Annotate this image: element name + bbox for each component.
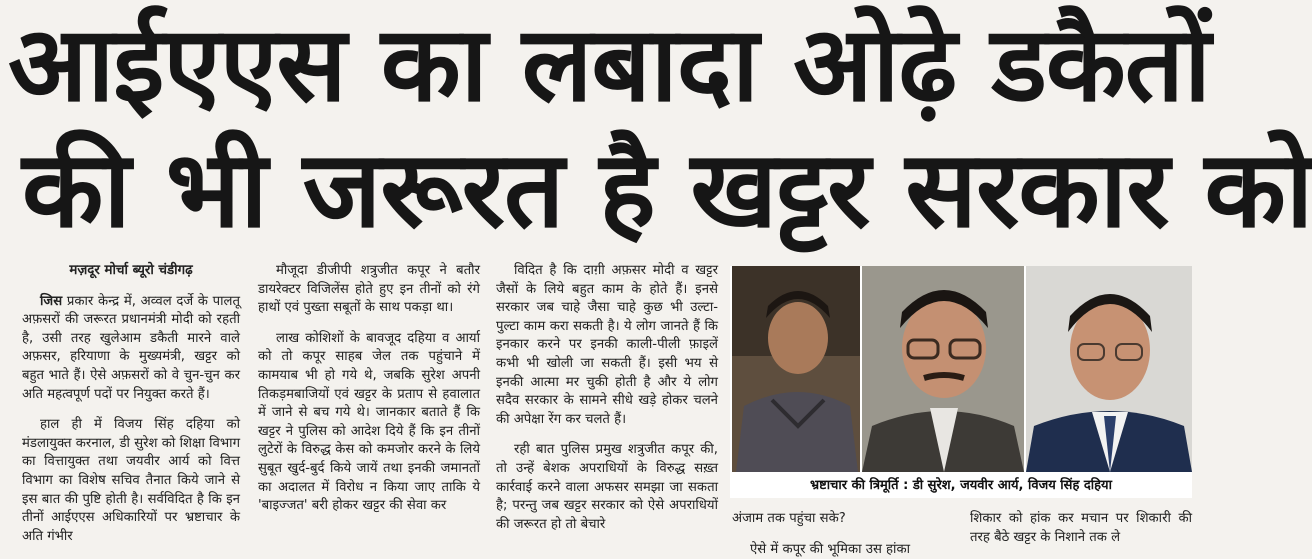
- article-column-3: [496, 262, 718, 545]
- portrait-photo-1: [732, 266, 860, 472]
- headline-line-2: की भी जरूरत है खट्टर सरकार को: [22, 128, 1312, 251]
- photo-caption: भ्रष्टाचार की त्रिमूर्ति : डी सुरेश, जयवीर आर्य, विजय सिंह दहिया: [730, 474, 1192, 498]
- portrait-photo-3: [1026, 266, 1192, 472]
- article-column-4: [732, 510, 954, 557]
- headline-line-1: आईएएस का लबादा ओढ़े डकैतों: [8, 3, 1210, 125]
- col1-paragraph-2: हाल ही में विजय सिंह दहिया को मंडलायुक्त करनाल, डी सुरेश को शिक्षा विभाग का वित्तायुक्त तथा जयवीर आर्य को वित्त विभाग का विशेष सचिव तैनात किये जाने से इस बात की पुष्टि होती है। सर्वविदित है कि इन तीनों आईएएस अधिकारियों पर भ्रष्टाचार के अति गंभीर: [22, 417, 240, 544]
- portrait-photo-2: [862, 266, 1024, 472]
- col3-paragraph-1: विदित है कि दाग़ी अफ़सर मोदी व खट्टर जैसों के लिये बहुत काम के होते हैं। इनसे सरकार जब चाहे जैसा चाहे कुछ भी उल्टा-पुल्टा काम करा सकती है। ये लोग जानते हैं कि इनकार करने पर इनकी काली-पीली फ़ाइलें कभी भी खोली जा सकती हैं। इसी भय से इनकी आत्मा मर चुकी होती है और ये लोग सदैव सरकार के सामने सीधे खड़े होकर चलने की अपेक्षा रेंग कर चलते हैं।: [496, 263, 718, 427]
- col4-line-1: अंजाम तक पहुंचा सके?: [732, 511, 846, 526]
- col1-paragraph-1: [22, 293, 240, 405]
- article-column-5: [970, 510, 1192, 545]
- col4-line-2: ऐसे में कपूर की भूमिका उस हांका: [750, 541, 911, 557]
- article-column-2: [258, 262, 480, 545]
- article-column-1: [22, 262, 240, 545]
- col2-paragraph-1: मौजूदा डीजीपी शत्रुजीत कपूर ने बतौर डायरेक्टर विजिलेंस होते हुए इन तीनों को रंगे हाथों एवं पुख्ता सबूतों के साथ पकड़ा था।: [258, 263, 480, 316]
- col2-paragraph-2: लाख कोशिशों के बावजूद दहिया व आर्या को तो कपूर साहब जेल तक पहुंचाने में कामयाब भी हो गये थे, जबकि सुरेश अपनी तिकड़मबाजियों एवं खट्टर के प्रताप से हवालात में जाने से बच गये थे। जानकार बताते हैं कि खट्टर ने पुलिस को आदेश दिये हैं कि इन तीनों लुटेरों के विरुद्ध केस को कमजोर करने के लिये सुबूत खुर्द-बुर्द किये जायें तथा इनकी जमानतों का अदालत में विरोध न किया जाए ताकि ये 'बाइज्जत' बरी होकर खट्टर की सेवा कर: [258, 330, 480, 514]
- lead-word: जिस: [40, 293, 63, 309]
- col3-paragraph-2: रही बात पुलिस प्रमुख शत्रुजीत कपूर की, तो उन्हें बेशक अपराधियों के विरुद्ध सख़्त कार्रवाई करने वाला अफसर समझा जा सकता है; परन्तु जब खट्टर सरकार को ऐसे अपराधियों की जरूरत हो तो बेचारे: [496, 442, 718, 532]
- photo-panel: [730, 266, 1192, 498]
- portrait-1-illustration: [732, 266, 860, 472]
- col5-text: शिकार को हांक कर मचान पर शिकारी की तरह बैठे खट्टर के निशाने तक ले: [970, 511, 1192, 545]
- col1-paragraph-1-text: प्रकार केन्द्र में, अव्वल दर्जे के पालतू अफ़सरों की जरूरत प्रधानमंत्री मोदी को रहती है, उसी तरह खुलेआम डकैती मारने वाले अफ़सर, हरियाणा के मुख्यमंत्री, खट्टर को बहुत भाते हैं। ऐसे अफ़सरों को वे चुन-चुन कर अति महत्वपूर्ण पदों पर नियुक्त करते हैं।: [22, 293, 240, 402]
- byline: मज़दूर मोर्चा ब्यूरो चंडीगढ़: [69, 263, 193, 278]
- portrait-2-illustration: [862, 266, 1024, 472]
- portrait-3-illustration: [1026, 266, 1192, 472]
